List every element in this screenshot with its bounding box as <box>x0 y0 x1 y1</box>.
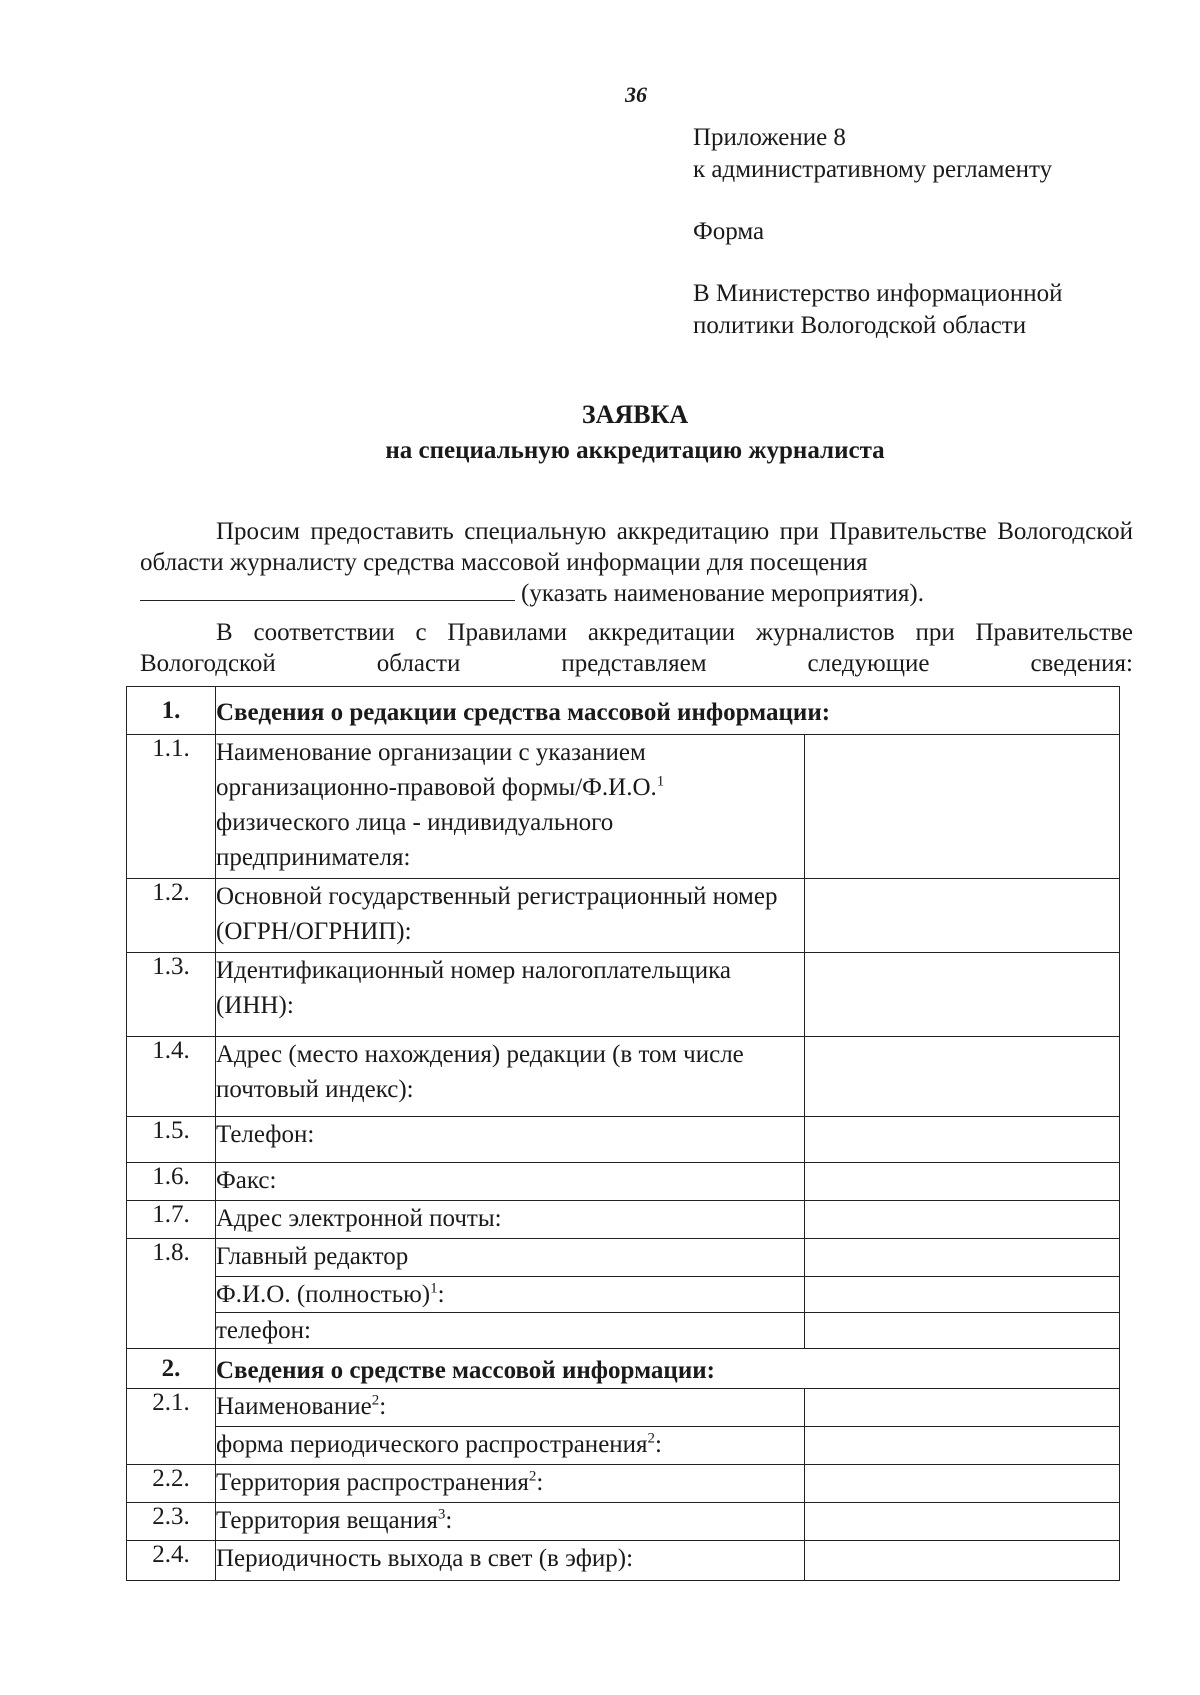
request-paragraph <box>140 516 1133 609</box>
row-number: 1.2. <box>127 879 216 953</box>
distribution-form-field[interactable] <box>805 1427 1120 1465</box>
footnote-mark: 1 <box>430 1280 438 1297</box>
row-number: 2.3. <box>127 1503 216 1541</box>
chief-editor-name-field[interactable] <box>805 1277 1120 1313</box>
footnote-mark: 3 <box>437 1506 446 1523</box>
row-label <box>216 1427 805 1465</box>
row-label: Телефон: <box>216 1117 805 1163</box>
organization-name-field[interactable] <box>805 735 1120 879</box>
chief-editor-field[interactable] <box>805 1239 1120 1277</box>
row-label <box>216 1465 805 1503</box>
frequency-field[interactable] <box>805 1541 1120 1581</box>
fax-field[interactable] <box>805 1163 1120 1201</box>
row-number: 1.8. <box>127 1239 216 1349</box>
info-paragraph <box>140 617 1133 679</box>
address-field[interactable] <box>805 1037 1120 1117</box>
row-label: Идентификационный номер налогоплательщика (ИНН): <box>216 953 805 1037</box>
label-text: : <box>655 1431 662 1458</box>
table-row <box>127 879 1120 953</box>
table-row <box>127 1389 1120 1427</box>
media-name-field[interactable] <box>805 1389 1120 1427</box>
label-text: Наименование организации с указанием организационно-правовой формы/Ф.И.О. <box>216 739 657 801</box>
footnote-mark: 2 <box>371 1392 380 1409</box>
row-number: 2.2. <box>127 1465 216 1503</box>
row-number: 1. <box>127 687 216 735</box>
table-row <box>127 1541 1120 1581</box>
table-row <box>127 1201 1120 1239</box>
row-label: Периодичность выхода в свет (в эфир): <box>216 1541 805 1581</box>
appendix-reference: к административному регламенту <box>693 156 1053 183</box>
ogrn-field[interactable] <box>805 879 1120 953</box>
addressee-line-1: В Министерство информационной <box>693 280 1063 307</box>
email-field[interactable] <box>805 1201 1120 1239</box>
page-number: 36 <box>625 82 647 107</box>
footnote-mark: 1 <box>656 773 665 790</box>
document-subtitle: на специальную аккредитацию журналиста <box>385 437 885 464</box>
table-row <box>127 1239 1120 1277</box>
section-title: Сведения о редакции средства массовой информации: <box>216 687 1120 735</box>
row-label: Адрес (место нахождения) редакции (в том числе почтовый индекс): <box>216 1037 805 1117</box>
label-text: Территория распространения <box>216 1469 529 1496</box>
inn-field[interactable] <box>805 953 1120 1037</box>
section-row-2 <box>127 1349 1120 1389</box>
row-label: Основной государственный регистрационный номер (ОГРН/ОГРНИП): <box>216 879 805 953</box>
info-text: В соответствии с Правилами аккредитации журналистов при Правительстве Вологодской области представляем следующие сведения: <box>140 619 1133 677</box>
label-text: Наименование <box>216 1393 372 1420</box>
row-label <box>216 1277 805 1313</box>
row-label <box>216 1389 805 1427</box>
table-row <box>127 1117 1120 1163</box>
row-number: 1.1. <box>127 735 216 879</box>
form-label: Форма <box>693 218 765 245</box>
distribution-territory-field[interactable] <box>805 1465 1120 1503</box>
label-text: : <box>536 1469 544 1496</box>
row-label: Адрес электронной почты: <box>216 1201 805 1239</box>
label-text: физического лица - индивидуального предпринимателя: <box>216 809 614 871</box>
footnote-mark: 2 <box>647 1430 656 1447</box>
request-text: Просим предоставить специальную аккредитацию при Правительстве Вологодской области журналисту средства массовой информации для посещения <box>140 518 1133 576</box>
chief-editor-phone-field[interactable] <box>805 1313 1120 1349</box>
row-label <box>216 1503 805 1541</box>
row-number: 1.5. <box>127 1117 216 1163</box>
row-label <box>216 735 805 879</box>
row-number: 1.6. <box>127 1163 216 1201</box>
row-number: 2. <box>127 1349 216 1389</box>
accreditation-form-table <box>126 686 1120 1581</box>
label-text: : <box>437 1281 445 1308</box>
section-title: Сведения о средстве массовой информации: <box>216 1349 1120 1389</box>
table-row <box>127 1277 1120 1313</box>
row-label: Факс: <box>216 1163 805 1201</box>
table-row <box>127 1313 1120 1349</box>
label-text: : <box>445 1507 453 1534</box>
table-row <box>127 1503 1120 1541</box>
table-row <box>127 1037 1120 1117</box>
event-name-note: (указать наименование мероприятия). <box>521 580 924 607</box>
row-number: 1.3. <box>127 953 216 1037</box>
label-text: Территория вещания <box>216 1507 438 1534</box>
table-row <box>127 1465 1120 1503</box>
row-label: Главный редактор <box>216 1239 805 1277</box>
label-text: форма периодического распространения <box>216 1431 648 1458</box>
event-name-blank-field[interactable] <box>140 580 515 601</box>
table-row <box>127 953 1120 1037</box>
row-number: 2.1. <box>127 1389 216 1465</box>
appendix-number: Приложение 8 <box>693 124 846 151</box>
label-text: Ф.И.О. (полностью) <box>216 1281 431 1308</box>
label-text: : <box>379 1393 387 1420</box>
table-row <box>127 1427 1120 1465</box>
footnote-mark: 2 <box>528 1468 537 1485</box>
row-number: 2.4. <box>127 1541 216 1581</box>
phone-field[interactable] <box>805 1117 1120 1163</box>
section-row-1 <box>127 687 1120 735</box>
header-block <box>693 122 1063 342</box>
addressee-line-2: политики Вологодской области <box>693 312 1027 339</box>
row-number: 1.7. <box>127 1201 216 1239</box>
table-row <box>127 735 1120 879</box>
row-label: телефон: <box>216 1313 805 1349</box>
table-row <box>127 1163 1120 1201</box>
broadcast-territory-field[interactable] <box>805 1503 1120 1541</box>
document-title: ЗАЯВКА <box>581 400 689 429</box>
row-number: 1.4. <box>127 1037 216 1117</box>
